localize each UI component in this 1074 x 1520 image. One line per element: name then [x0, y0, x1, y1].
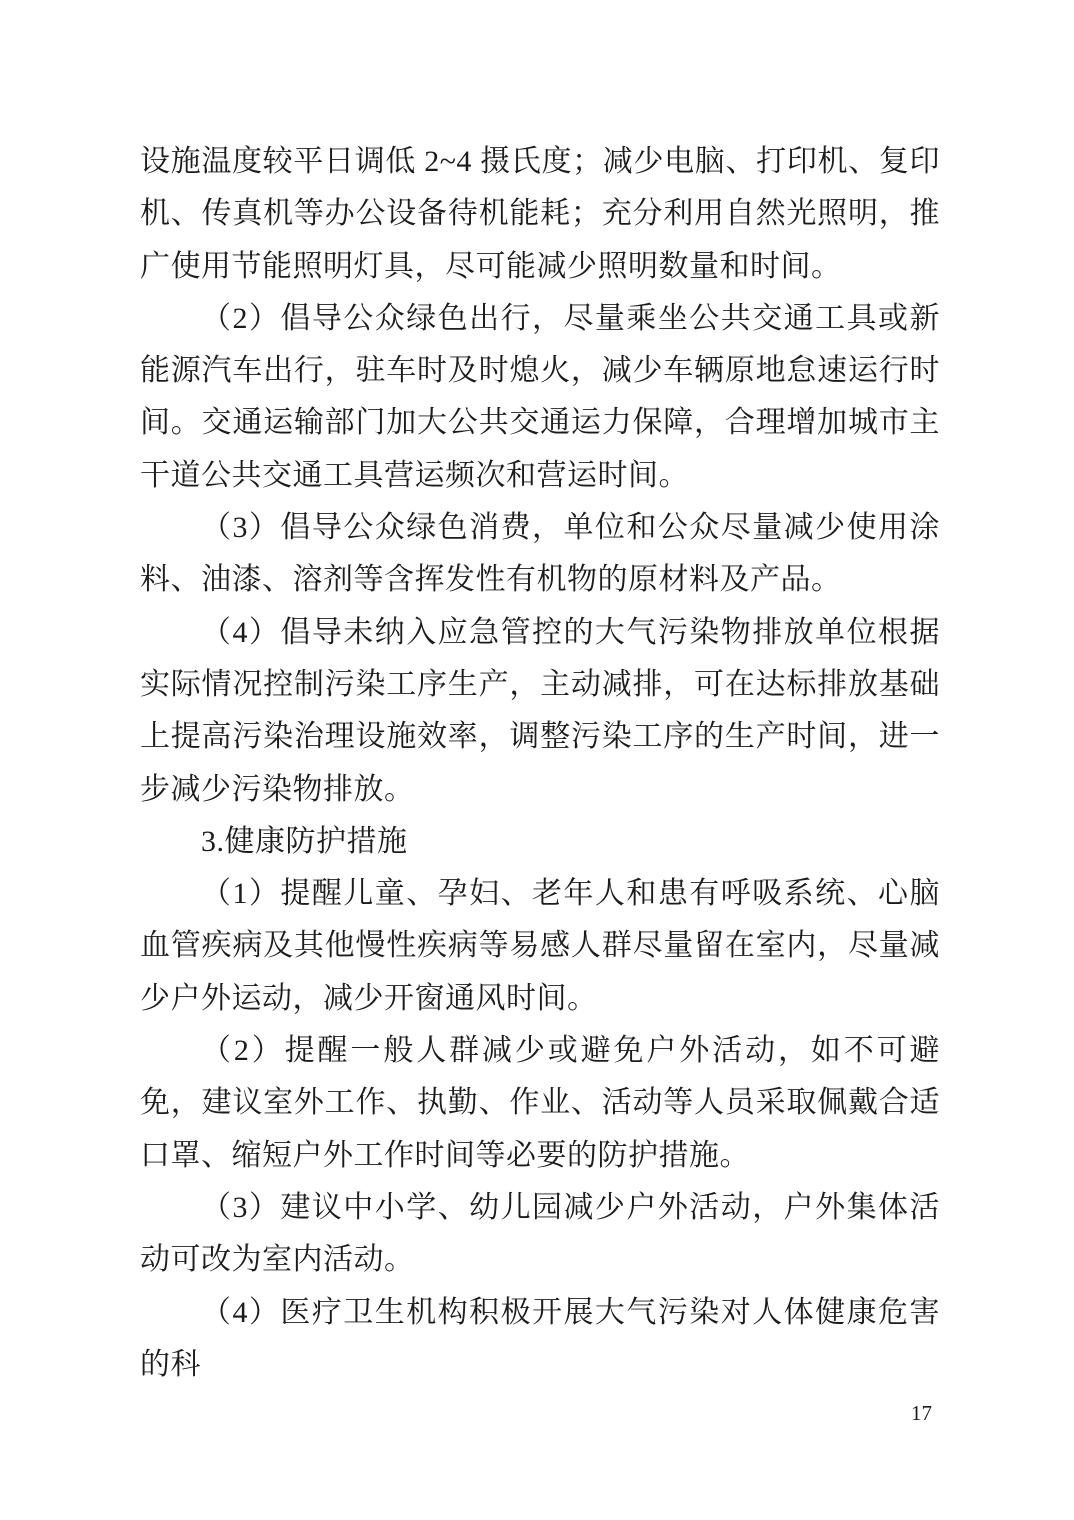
paragraph: （2）倡导公众绿色出行，尽量乘坐公共交通工具或新能源汽车出行，驻车时及时熄火，减少车辆原地怠速运行时间。交通运输部门加大公共交通运力保障，合理增加城市主干道公共交通工具营运频次和营运时间。 [140, 301, 940, 492]
paragraph: （3）建议中小学、幼儿园减少户外活动，户外集体活动可改为室内活动。 [140, 1190, 940, 1277]
paragraph: （4）倡导未纳入应急管控的大气污染物排放单位根据实际情况控制污染工序生产，主动减排，可在达标排放基础上提高污染治理设施效率，调整污染工序的生产时间，进一步减少污染物排放。 [140, 615, 940, 806]
section-heading: 3.健康防护措施 [201, 824, 408, 858]
paragraph-truncated: （4）医疗卫生机构积极开展大气污染对人体健康危害的科 [140, 1295, 940, 1381]
page-number: 17 [911, 1401, 932, 1425]
paragraph-continuation: 设施温度较平日调低 2~4 摄氏度；减少电脑、打印机、复印机、传真机等办公设备待机能耗；充分利用自然光照明，推广使用节能照明灯具，尽可能减少照明数量和时间。 [140, 145, 940, 283]
paragraph: （3）倡导公众绿色消费，单位和公众尽量减少使用涂料、油漆、溶剂等含挥发性有机物的原材料及产品。 [140, 511, 940, 597]
paragraph: （2）提醒一般人群减少或避免户外活动，如不可避免，建议室外工作、执勤、作业、活动等人员采取佩戴合适口罩、缩短户外工作时间等必要的防护措施。 [140, 1034, 940, 1172]
paragraph: （1）提醒儿童、孕妇、老年人和患有呼吸系统、心脑血管疾病及其他慢性疾病等易感人群尽量留在室内，尽量减少户外运动，减少开窗通风时间。 [140, 877, 940, 1015]
page-body-text [140, 136, 940, 1391]
